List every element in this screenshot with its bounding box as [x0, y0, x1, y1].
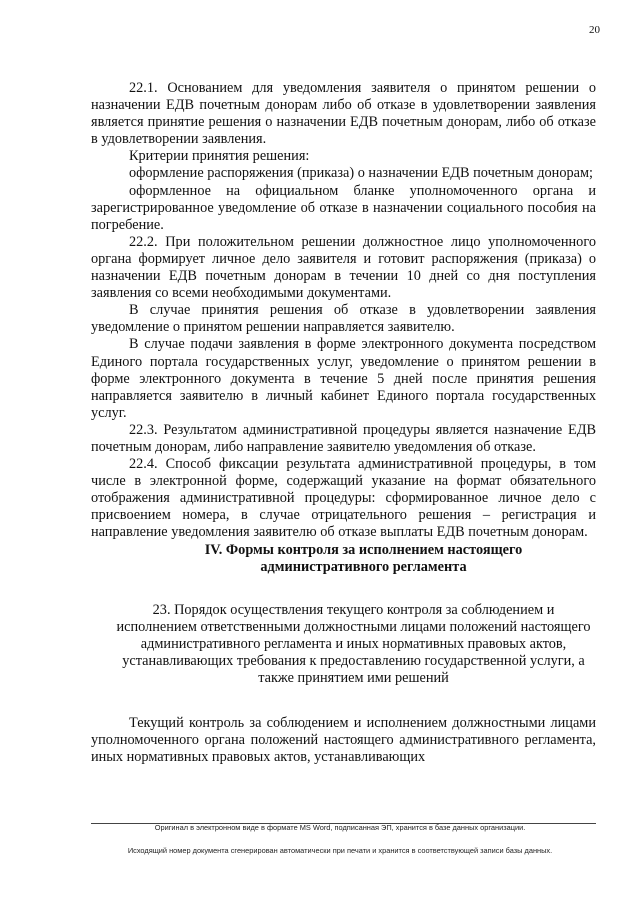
paragraph-22-3: 22.3. Результатом административной процедуры является назначение ЕДВ почетным донорам, либо направление заявителю уведомления об отказе. — [91, 421, 596, 455]
footer-note-number: Исходящий номер документа сгенерирован автоматически при печати и хранится в соответствующей записи базы данных. — [127, 846, 553, 855]
footer-note-original: Оригинал в электронном виде в формате MS Word, подписанная ЭП, хранится в базе данных организации. — [154, 823, 526, 832]
paragraph-22-2: 22.2. При положительном решении должностное лицо уполномоченного органа формирует личное дело заявителя и готовит распоряжения (приказа) о назначении ЕДВ почетным донорам в течении 10 дней со дня поступления заявления со всеми необходимыми документами. — [91, 233, 596, 302]
subsection-heading: 23. Порядок осуществления текущего контроля за соблюдением и исполнением ответственными должностными лицами положений настоящего административного регламента и иных нормативных правовых актов, устанавливающих требования к предоставлению государственной услуги, а также принятием ими решений — [116, 601, 591, 687]
paragraph-criteria-order: оформление распоряжения (приказа) о назначении ЕДВ почетным донорам; — [129, 165, 593, 182]
paragraph-refusal: В случае принятия решения об отказе в удовлетворении заявления уведомление о принятом решении направляется заявителю. — [91, 302, 596, 336]
section-heading: IV. Формы контроля за исполнением настоящего административного регламента — [204, 541, 523, 575]
paragraph-22-1: 22.1. Основанием для уведомления заявителя о принятом решении о назначении ЕДВ почетным донорам либо об отказе в удовлетворении заявления является принятие решения о назначении ЕДВ почетным донорам, либо об отказе в удовлетворении заявления. — [91, 80, 596, 148]
paragraph-electronic: В случае подачи заявления в форме электронного документа посредством Единого портала государственных услуг, уведомление о принятом решении в форме электронного документа в течение 5 дней после принятия решения направляется заявителю в личный кабинет Единого портала государственных услуг. — [91, 336, 596, 421]
paragraph-control: Текущий контроль за соблюдением и исполнением должностными лицами уполномоченного органа положений настоящего административного регламента, иных нормативных правовых актов, устанавливающих — [91, 715, 596, 766]
page-number: 20 — [589, 24, 600, 36]
document-body — [91, 80, 596, 766]
paragraph-criteria-notice: оформленное на официальном бланке уполномоченного органа и зарегистрированное уведомление об отказе в назначении социального пособия на погребение. — [91, 182, 596, 233]
paragraph-criteria: Критерии принятия решения: — [129, 148, 310, 165]
paragraph-22-4: 22.4. Способ фиксации результата административной процедуры, в том числе в электронной форме, содержащий указание на формат обязательного отображения административной процедуры: сформированное личное дело с присвоением номера, в случае отрицательного решения – регистрация и направление уведомления заявителю об отказе выплаты ЕДВ почетным донорам. — [91, 456, 596, 541]
